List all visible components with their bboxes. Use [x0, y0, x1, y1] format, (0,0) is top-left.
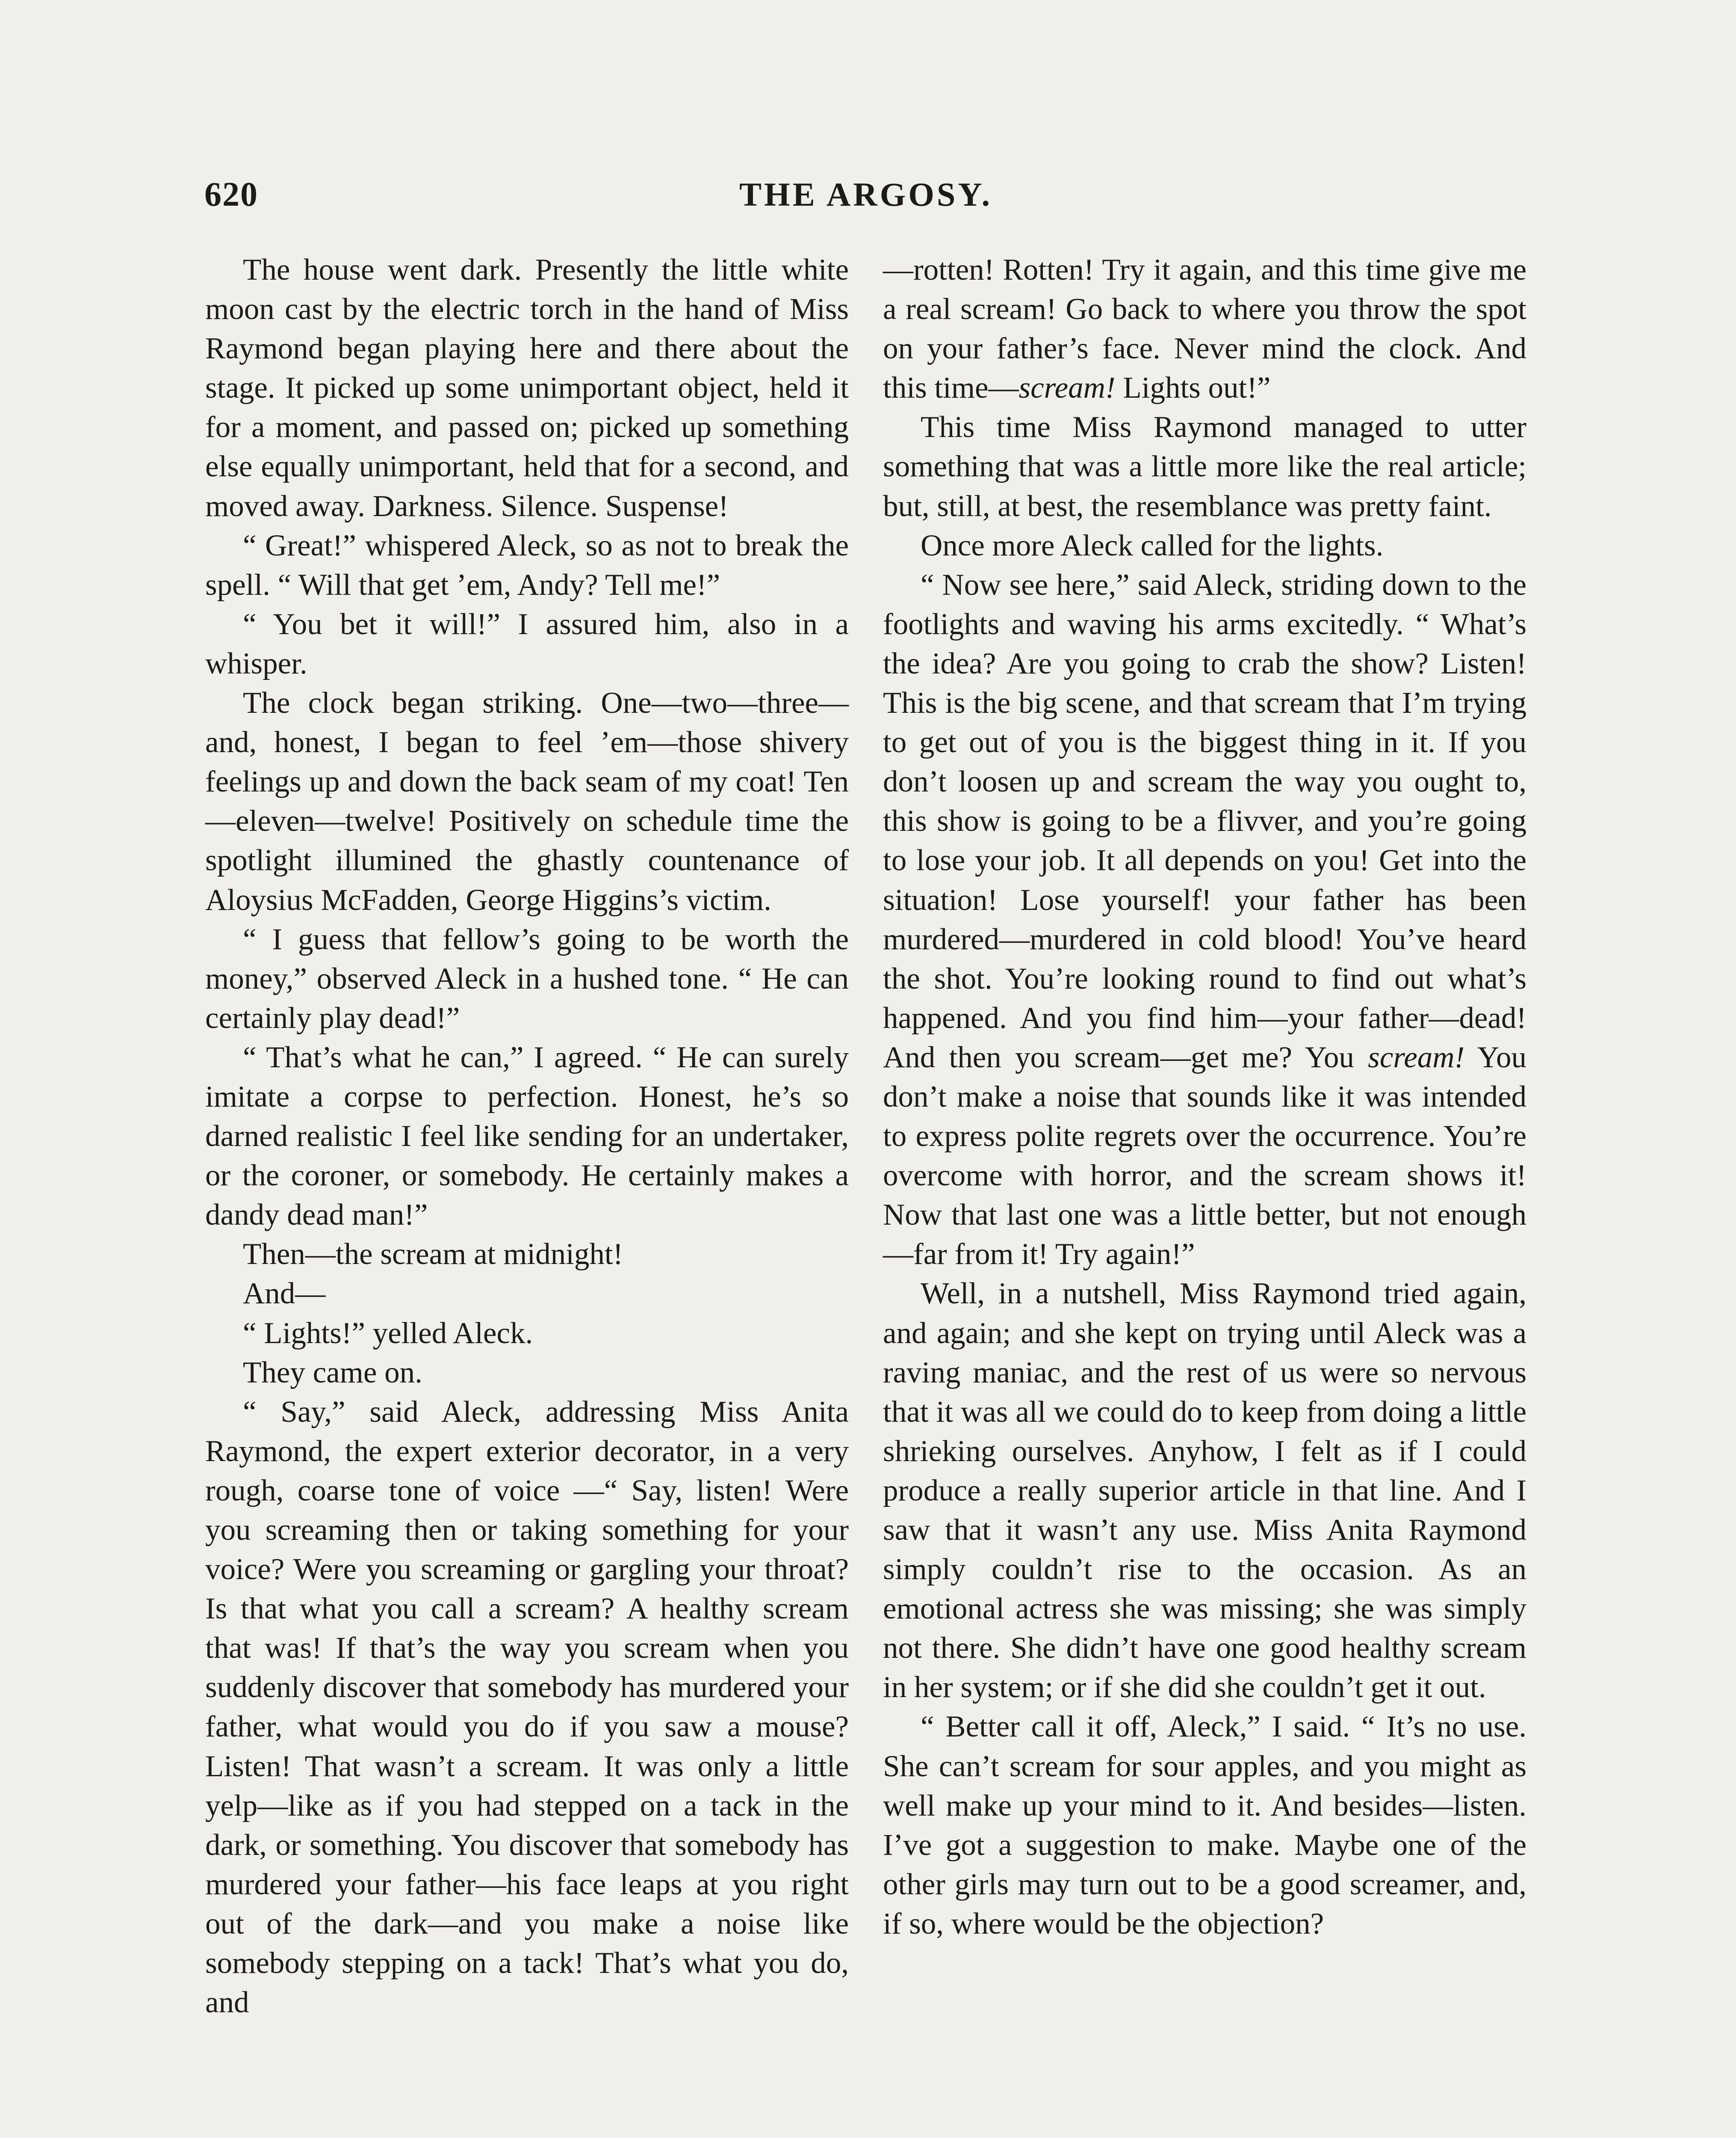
paragraph: “ That’s what he can,” I agreed. “ He can surely imitate a corpse to perfection. Honest, he’s so darned realistic I feel like sending for an undertaker, or the coroner, or somebody. He certainly makes a dandy dead man!”	[205, 1040, 849, 1232]
running-title: THE ARGOSY.	[739, 176, 992, 213]
paragraph: The house went dark. Presently the little white moon cast by the electric torch in the hand of Miss Raymond began playing here and there about the stage. It picked up some unimportant object, held it for a moment, and passed on; picked up something else equally unimportant, held that for a second, and moved away. Darkness. Silence. Suspense!	[205, 253, 849, 523]
paragraph: “ I guess that fellow’s going to be worth the money,” observed Aleck in a hushed tone. “ He can certainly play dead!”	[205, 922, 849, 1035]
page-number: 620	[204, 176, 258, 213]
paragraph: This time Miss Raymond managed to utter something that was a little more like the real article; but, still, at best, the resemblance was pretty faint.	[883, 410, 1526, 523]
paragraph: “ You bet it will!” I assured him, also in a whisper.	[205, 607, 849, 680]
paragraph: “ Say,” said Aleck, addressing Miss Anita Raymond, the expert exterior decorator, in a very rough, coarse tone of voice —“ Say, listen! Were you screaming then or taking something for your voice? Were you screaming or gargling your throat? Is that what you call a scream? A healthy scream that was! If that’s the way you scream when you suddenly discover that somebody has murdered your father, what would you do if you saw a mouse? Listen! That wasn’t a scream. It was only a little yelp—like as if you had stepped on a tack in the dark, or something. You discover that somebody has murdered your father—his face leaps at you right out of the dark—and you make a noise like somebody stepping on a tack! That’s what you do, and	[205, 1395, 849, 2020]
paragraph: They came on.	[243, 1355, 422, 1389]
paragraph: “ Better call it off, Aleck,” I said. “ It’s no use. She can’t scream for sour apples, and you might as well make up your mind to it. And besides—listen. I’ve got a suggestion to make. Maybe one of the other girls may turn out to be a good screamer, and, if so, where would be the objection?	[883, 1710, 1526, 1940]
left-column	[205, 250, 849, 2022]
paragraph: Then—the scream at midnight!	[243, 1237, 623, 1271]
emphasis: scream!	[1368, 1040, 1465, 1074]
paragraph: Well, in a nutshell, Miss Raymond tried again, and again; and she kept on trying until Aleck was a raving maniac, and the rest of us were so nervous that it was all we could do to keep from doing a little shrieking ourselves. Anyhow, I felt as if I could produce a really superior article in that line. And I saw that it wasn’t any use. Miss Anita Raymond simply couldn’t rise to the occasion. As an emotional actress she was missing; she was simply not there. She didn’t have one good healthy scream in her system; or if she did she couldn’t get it out.	[883, 1277, 1526, 1704]
emphasis: scream!	[1019, 371, 1116, 405]
text-run: You don’t make a noise that sounds like it was intended to express polite regrets over the occurrence. You’re overcome with horror, and the scream shows it! Now that last one was a little better, but not enough—far from it! Try again!”	[883, 1040, 1526, 1271]
text-run: “ Now see here,” said Aleck, striding down to the footlights and waving his arms excitedly. “ What’s the idea? Are you going to crab the show? Listen! This is the big scene, and that scream that I’m trying to get out of you is the biggest thing in it. If you don’t loosen up and scream the way you ought to, this show is going to be a flivver, and you’re going to lose your job. It all depends on you! Get into the situation! Lose yourself! your father has been murdered—murdered in cold blood! You’ve heard the shot. You’re looking round to find out what’s happened. And you find him—your father—dead! And then you scream—get me? You	[883, 568, 1526, 1074]
text-run: Lights out!”	[1115, 371, 1271, 405]
paragraph: “ Lights!” yelled Aleck.	[243, 1316, 533, 1350]
right-column	[883, 250, 1526, 1943]
paragraph: “ Great!” whispered Aleck, so as not to break the spell. “ Will that get ’em, Andy? Tell me!”	[205, 529, 849, 602]
text-run: —rotten! Rotten! Try it again, and this time give me a real scream! Go back to where you throw the spot on your father’s face. Never mind the clock. And this time—	[883, 253, 1526, 405]
paragraph-continued	[883, 250, 1526, 408]
paragraph: And—	[243, 1277, 326, 1311]
paragraph: The clock began striking. One—two—three—and, honest, I began to feel ’em—those shivery feelings up and down the back seam of my coat! Ten—eleven—twelve! Positively on schedule time the spotlight illumined the ghastly countenance of Aloysius McFadden, George Higgins’s victim.	[205, 686, 849, 917]
paragraph	[883, 565, 1526, 1274]
paragraph: Once more Aleck called for the lights.	[921, 529, 1384, 562]
page-header	[201, 175, 1531, 227]
